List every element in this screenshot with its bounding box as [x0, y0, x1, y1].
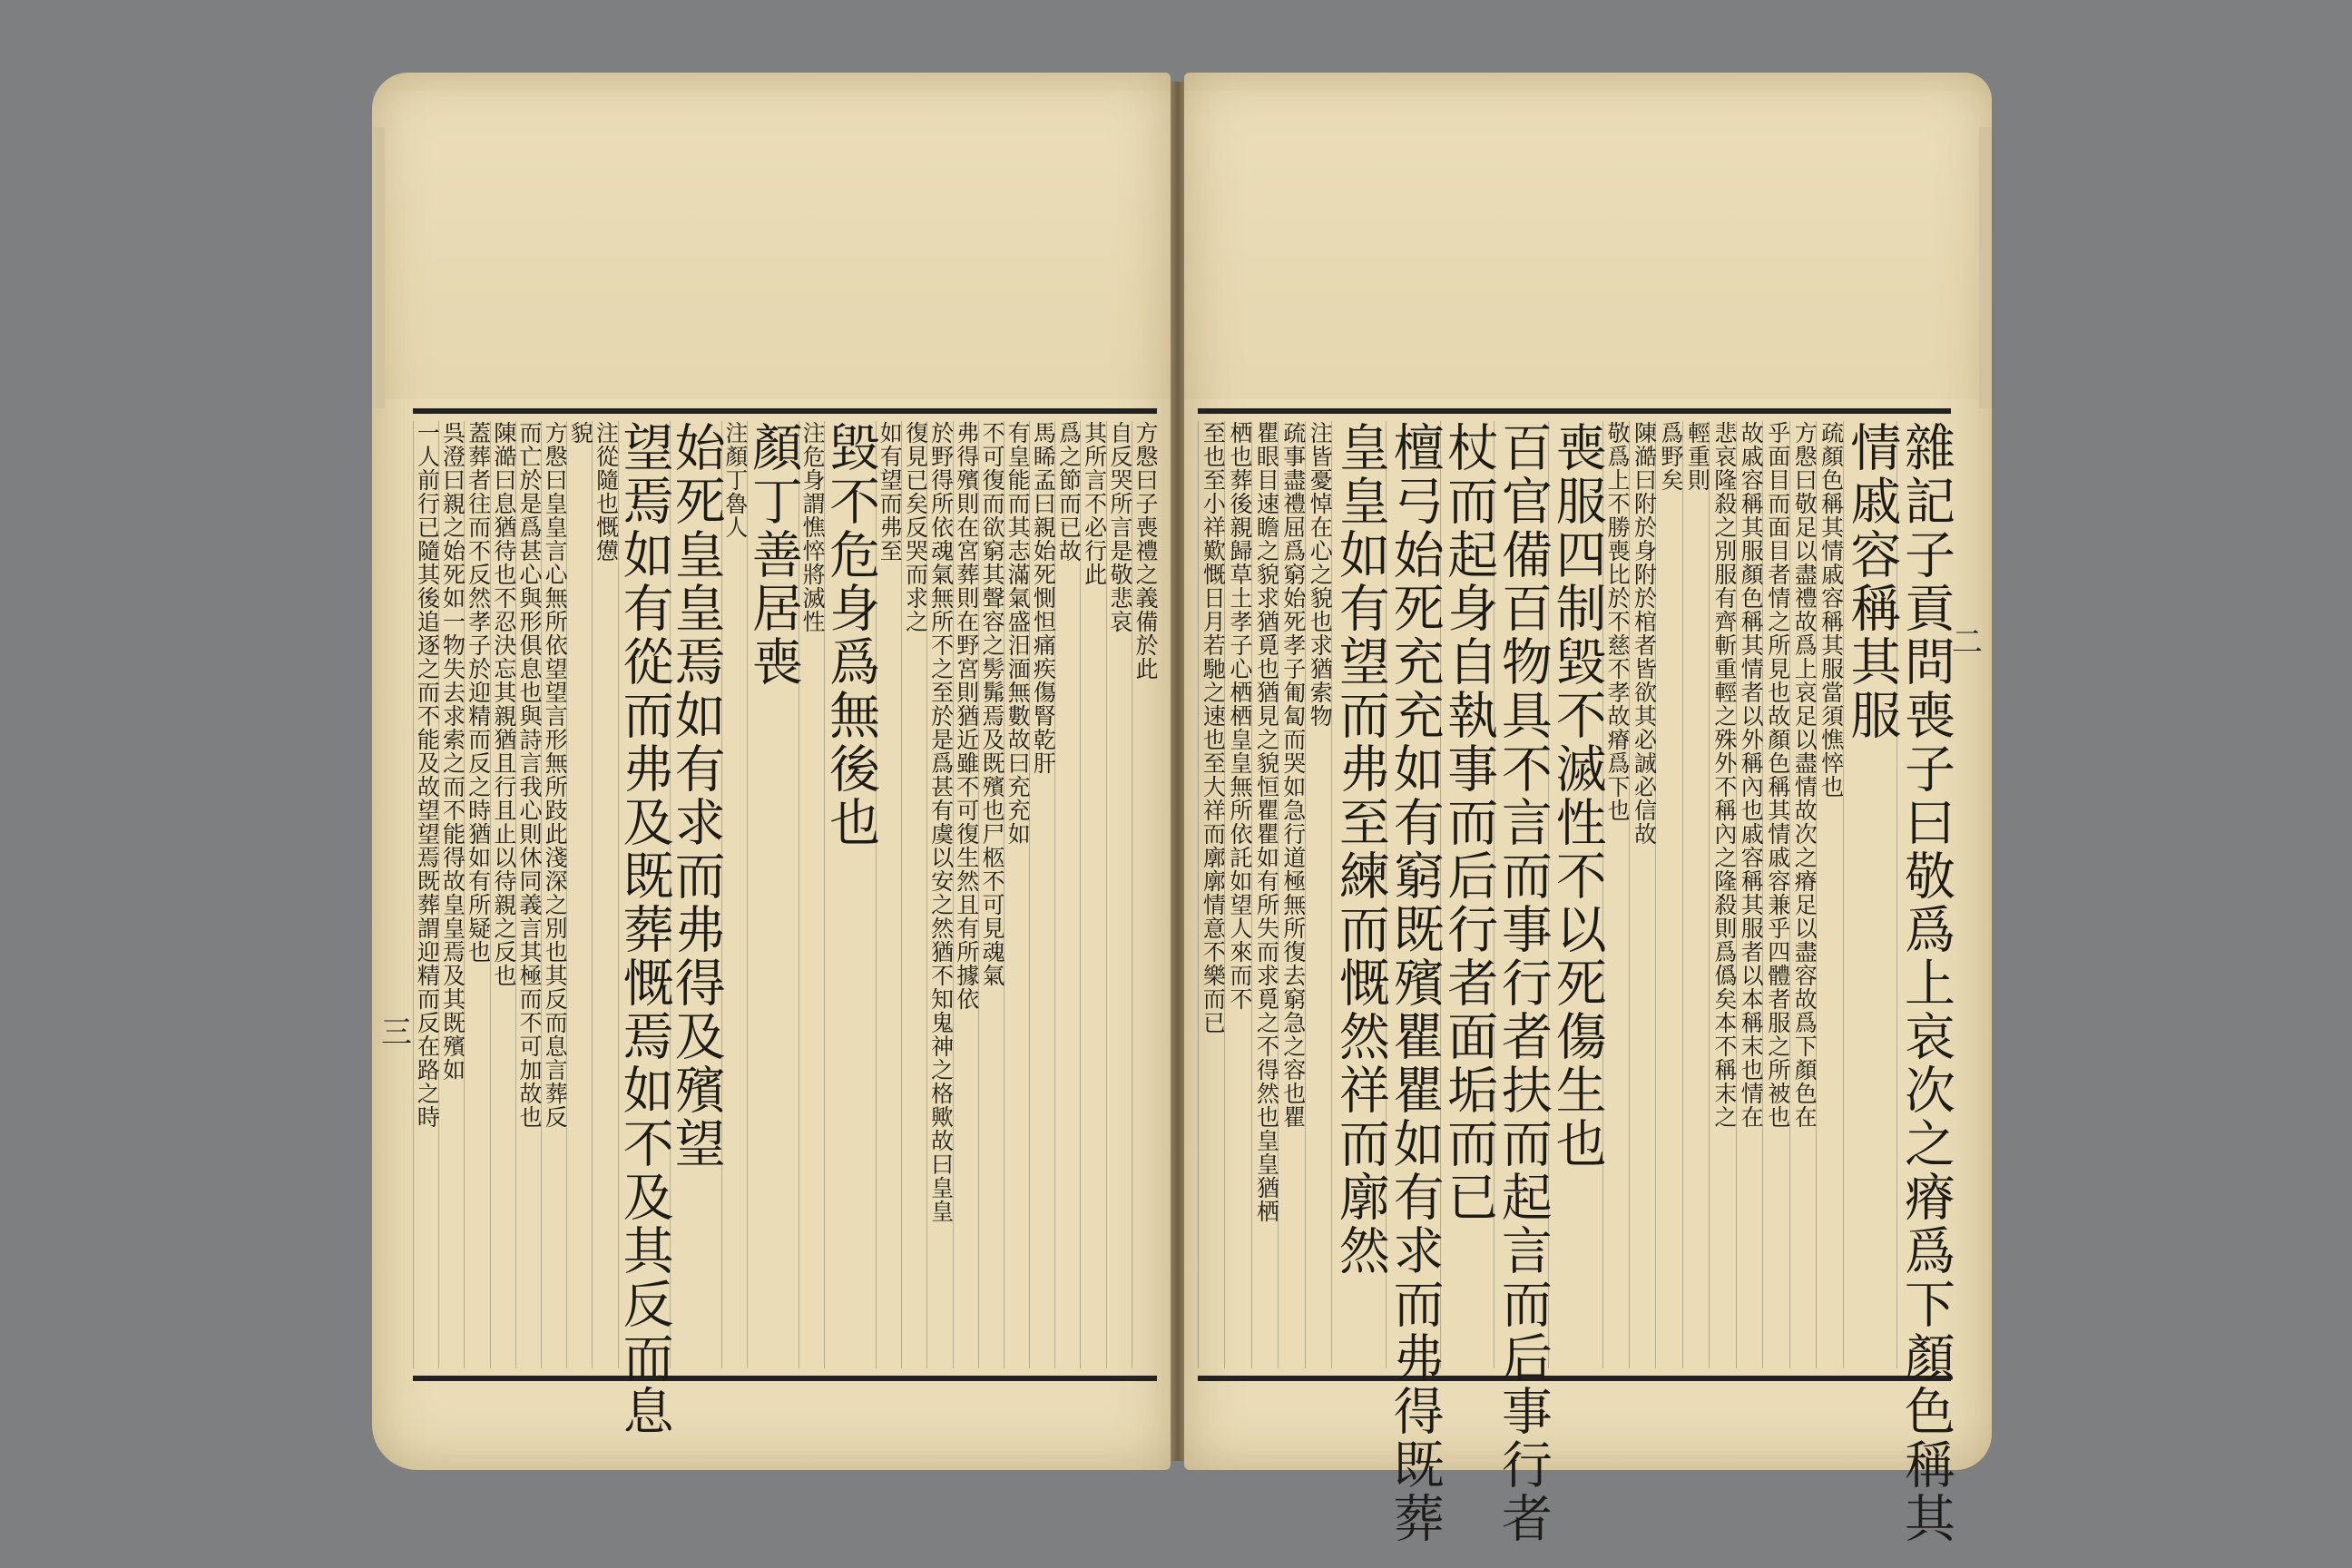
page-right-column: 輕重則 — [1682, 421, 1709, 1368]
page-left-column: 陳澔曰息猶待也不忍決忘其親猶且行且止以待親之反也 — [490, 421, 515, 1368]
right-page — [1184, 73, 1992, 1545]
page-left-column: 爲之節而已故 — [1054, 421, 1080, 1368]
page-right-column: 雜記子貢問喪子曰敬爲上哀次之瘠爲下顏色稱其 — [1896, 421, 1955, 1545]
page-right-column: 杖而起身自執事而后行者面垢而已 — [1440, 421, 1494, 1368]
page-right-column: 疏顏色稱其情戚容稱其服當須憔悴也 — [1816, 421, 1842, 1368]
page-edge-right — [1979, 127, 1992, 408]
page-left-column: 馬睎孟曰親始死惻怛痛疾傷腎乾肝 — [1029, 421, 1054, 1368]
page-left-column: 望焉如有從而弗及既葬慨焉如不及其反而息 — [614, 421, 674, 1438]
page-left-column: 有皇能而其志滿氣盛汨湎無數故曰充充如 — [1004, 421, 1029, 1368]
page-right-column: 疏事盡禮屈爲窮始死孝子匍匐而哭如急行道極無所復去窮急之容也瞿 — [1278, 421, 1304, 1368]
page-left-column: 自反哭所言是敬悲哀 — [1106, 421, 1132, 1368]
page-left-column: 方慇曰皇皇言心無所依望望言形無所跂此淺深之別也其反而息言葬反 — [541, 421, 566, 1368]
page-right-column: 乎面目而面目者情之所見也故顏色稱其情戚容兼乎四體者服之所被也 — [1762, 421, 1788, 1368]
page-left-column: 注顏丁魯人 — [721, 421, 747, 1368]
left-text-columns — [413, 421, 1159, 1438]
page-left-column: 而亡於是爲甚心與形俱息也與詩言我心則休同義言其極而不可加故也 — [515, 421, 541, 1368]
page-left-column: 其所言不必行此 — [1080, 421, 1105, 1368]
page-right-column: 情戚容稱其服 — [1843, 421, 1897, 1368]
page-left-column: 方慇曰子喪禮之義備於此 — [1132, 421, 1157, 1368]
right-text-columns — [1198, 421, 1955, 1545]
page-right-column: 敬爲上不勝喪比於不慈不孝故瘠爲下也 — [1602, 421, 1629, 1368]
page-left-column: 呉澄曰親之始死如一物失去求索之而不能得故皇皇焉及其既殯如 — [438, 421, 464, 1368]
page-left-column: 弗得殯則在宮葬則在野宮則猶近雖不可復生然且有所據依 — [953, 421, 978, 1368]
page-left-column: 蓋葬者往而不反然孝子於迎精而反之時猶如有所疑也 — [464, 421, 489, 1368]
page-right-column: 喪服四制毀不滅性不以死傷生也 — [1548, 421, 1602, 1368]
upper-margin — [372, 91, 1171, 399]
page-left-column: 注從隨也慨憊 — [592, 421, 617, 1368]
page-left-column: 顏丁善居喪 — [747, 421, 799, 1368]
page-right-column: 瞿眼目速瞻之貌求猶覓也猶見之貌恒瞿瞿如有所失而求覓之不得然也皇皇猶栖 — [1251, 421, 1278, 1368]
page-right-column: 百官備百物具不言而事行者扶而起言而后事行者 — [1493, 421, 1553, 1545]
page-left-column: 復見已矣反哭而求之 — [901, 421, 926, 1368]
right-text-frame — [1198, 408, 1955, 1545]
page-left-column: 不可復而欲窮其聲容之髣髴焉及既殯也尸柩不可見魂氣 — [978, 421, 1004, 1368]
page-edge-left — [372, 127, 385, 408]
page-right-column: 栖也葬後親歸草土孝子心栖栖皇皇無所依託如望人來而不 — [1224, 421, 1250, 1368]
page-left-column: 如有望而弗至 — [876, 421, 901, 1368]
page-left-column: 始死皇皇焉如有求而弗得及殯望 — [670, 421, 721, 1368]
page-right-column: 方慇曰敬足以盡禮故爲上哀足以盡情故次之瘠足以盡容故爲下顏色在 — [1789, 421, 1816, 1368]
page-right-column: 至也至小祥歎慨日月若馳之速也至大祥而廓廓情意不樂而已 — [1198, 421, 1224, 1368]
page-left-column: 貌 — [566, 421, 592, 1368]
upper-margin-right — [1184, 91, 1992, 399]
right-page-number: 二 — [1952, 624, 1983, 661]
page-left-column: 一人前行已隨其後追逐之而不能及故望望焉既葬謂迎精而反在路之時 — [413, 421, 438, 1368]
left-text-frame — [413, 408, 1159, 1438]
page-left-column: 於野得所依魂氣無所不之至於是爲甚有虞以安之然猶不知鬼神之格歟故曰皇皇 — [926, 421, 952, 1368]
page-right-column: 悲哀隆殺之別服有齊斬重輕之殊外不稱內之隆殺則爲僞矣本不稱末之 — [1709, 421, 1735, 1368]
page-right-column: 陳澔曰附於身附於棺者皆欲其必誠必信故 — [1629, 421, 1655, 1368]
page-right-column: 故戚容稱其服顏色稱其情者以外稱內也戚容稱其服者以本稱末也情在 — [1736, 421, 1762, 1368]
page-left-column: 毀不危身爲無後也 — [824, 421, 876, 1368]
left-page-number: 三 — [381, 1014, 412, 1051]
open-book — [363, 64, 2005, 1545]
page-right-column: 爲野矣 — [1655, 421, 1681, 1368]
page-left-column: 注危身謂憔悴將滅性 — [799, 421, 824, 1368]
left-page — [372, 73, 1171, 1470]
page-right-column: 皇皇如有望而弗至練而慨然祥而廓然 — [1331, 421, 1386, 1368]
page-right-column: 注皆憂悼在心之貌也求猶索物 — [1305, 421, 1331, 1368]
page-right-column: 檀弓始死充充如有窮既殯瞿瞿如有求而弗得既葬 — [1385, 421, 1445, 1545]
